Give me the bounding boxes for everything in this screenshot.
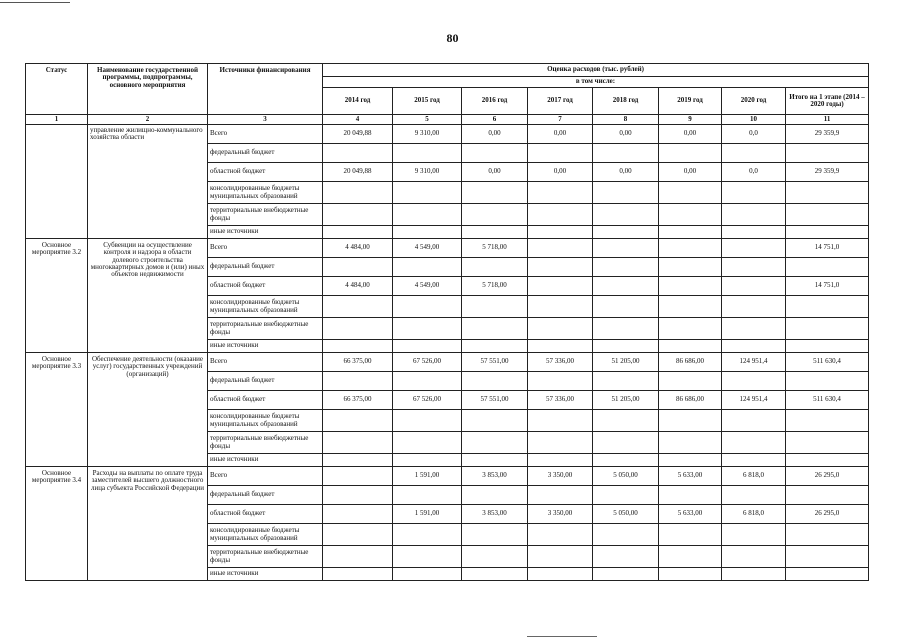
value-cell: 14 751,0	[786, 277, 869, 296]
value-cell	[722, 486, 786, 505]
value-cell: 9 310,00	[393, 163, 462, 182]
value-cell: 4 549,00	[393, 277, 462, 296]
value-cell	[323, 204, 393, 226]
value-cell: 124 951,4	[722, 391, 786, 410]
table-row	[26, 239, 869, 258]
value-cell	[722, 239, 786, 258]
value-cell	[462, 340, 528, 353]
value-cell: 0,00	[659, 125, 722, 144]
table-row	[26, 353, 869, 372]
value-cell	[593, 372, 659, 391]
value-cell	[593, 144, 659, 163]
value-cell	[323, 318, 393, 340]
value-cell	[786, 568, 869, 581]
value-cell: 5 718,00	[462, 277, 528, 296]
value-cell: 4 549,00	[393, 239, 462, 258]
value-cell: 14 751,0	[786, 239, 869, 258]
value-cell	[722, 144, 786, 163]
value-cell	[393, 226, 462, 239]
value-cell	[528, 454, 593, 467]
header-year: 2014 год	[323, 88, 393, 115]
value-cell: 0,00	[528, 163, 593, 182]
column-number: 10	[722, 115, 786, 125]
value-cell: 57 336,00	[528, 391, 593, 410]
value-cell	[528, 432, 593, 454]
value-cell: 67 526,00	[393, 353, 462, 372]
value-cell	[323, 372, 393, 391]
value-cell	[323, 486, 393, 505]
value-cell: 86 686,00	[659, 391, 722, 410]
value-cell	[462, 546, 528, 568]
value-cell	[593, 524, 659, 546]
column-number: 5	[393, 115, 462, 125]
funding-source-cell: федеральный бюджет	[208, 258, 323, 277]
value-cell	[786, 524, 869, 546]
value-cell	[593, 340, 659, 353]
column-number: 3	[208, 115, 323, 125]
value-cell	[462, 568, 528, 581]
value-cell	[593, 239, 659, 258]
value-cell	[722, 454, 786, 467]
value-cell	[528, 182, 593, 204]
value-cell	[659, 318, 722, 340]
program-name-cell: Обеспечение деятельности (оказание услуг) государственных учреждений (организаций)	[88, 353, 208, 467]
value-cell: 0,00	[659, 163, 722, 182]
funding-source-cell: Всего	[208, 353, 323, 372]
value-cell	[528, 226, 593, 239]
value-cell	[323, 432, 393, 454]
value-cell	[323, 505, 393, 524]
value-cell	[393, 296, 462, 318]
value-cell	[722, 226, 786, 239]
value-cell	[462, 486, 528, 505]
value-cell	[659, 432, 722, 454]
header-year: 2019 год	[659, 88, 722, 115]
value-cell	[659, 568, 722, 581]
value-cell	[786, 318, 869, 340]
value-cell	[462, 296, 528, 318]
value-cell	[593, 546, 659, 568]
value-cell	[786, 296, 869, 318]
header-year: 2018 год	[593, 88, 659, 115]
value-cell: 0,00	[462, 125, 528, 144]
value-cell	[659, 204, 722, 226]
value-cell	[323, 467, 393, 486]
value-cell	[528, 277, 593, 296]
header-estimate: Оценка расходов (тыс. рублей)	[323, 64, 869, 77]
value-cell	[528, 546, 593, 568]
value-cell	[462, 204, 528, 226]
value-cell	[593, 318, 659, 340]
page-number: 80	[446, 31, 459, 45]
value-cell	[462, 226, 528, 239]
value-cell: 57 551,00	[462, 353, 528, 372]
value-cell: 1 591,00	[393, 505, 462, 524]
value-cell	[659, 226, 722, 239]
value-cell	[528, 258, 593, 277]
funding-source-cell: территориальные внебюджетные фонды	[208, 318, 323, 340]
value-cell: 5 718,00	[462, 239, 528, 258]
value-cell: 57 551,00	[462, 391, 528, 410]
value-cell	[722, 258, 786, 277]
value-cell	[323, 182, 393, 204]
value-cell: 3 350,00	[528, 467, 593, 486]
value-cell	[393, 454, 462, 467]
value-cell: 3 853,00	[462, 505, 528, 524]
value-cell	[393, 340, 462, 353]
value-cell	[593, 296, 659, 318]
column-number: 7	[528, 115, 593, 125]
value-cell	[393, 546, 462, 568]
value-cell	[528, 318, 593, 340]
value-cell	[323, 568, 393, 581]
funding-source-cell: иные источники	[208, 568, 323, 581]
value-cell	[593, 454, 659, 467]
value-cell	[593, 226, 659, 239]
value-cell: 67 526,00	[393, 391, 462, 410]
funding-source-cell: Всего	[208, 125, 323, 144]
value-cell	[722, 372, 786, 391]
value-cell	[528, 524, 593, 546]
value-cell	[786, 486, 869, 505]
funding-source-cell: иные источники	[208, 454, 323, 467]
value-cell	[659, 258, 722, 277]
value-cell	[393, 524, 462, 546]
value-cell	[722, 432, 786, 454]
funding-source-cell: областной бюджет	[208, 391, 323, 410]
funding-source-cell: территориальные внебюджетные фонды	[208, 204, 323, 226]
value-cell: 66 375,00	[323, 391, 393, 410]
value-cell	[393, 486, 462, 505]
bottom-rule	[527, 636, 597, 637]
value-cell	[462, 182, 528, 204]
value-cell	[462, 258, 528, 277]
value-cell: 0,00	[593, 163, 659, 182]
value-cell	[528, 372, 593, 391]
value-cell: 5 050,00	[593, 505, 659, 524]
value-cell: 51 205,00	[593, 353, 659, 372]
column-number: 11	[786, 115, 869, 125]
value-cell	[659, 340, 722, 353]
header-year: 2015 год	[393, 88, 462, 115]
value-cell: 5 633,00	[659, 505, 722, 524]
value-cell	[593, 204, 659, 226]
value-cell: 86 686,00	[659, 353, 722, 372]
value-cell: 124 951,4	[722, 353, 786, 372]
value-cell: 26 295,0	[786, 505, 869, 524]
value-cell: 511 630,4	[786, 391, 869, 410]
program-name-cell: Расходы на выплаты по оплате труда заместителей высшего должностного лица субъекта Российской Федерации	[88, 467, 208, 581]
value-cell	[528, 340, 593, 353]
header-year: 2017 год	[528, 88, 593, 115]
value-cell	[528, 410, 593, 432]
value-cell: 511 630,4	[786, 353, 869, 372]
value-cell	[722, 546, 786, 568]
value-cell: 29 359,9	[786, 125, 869, 144]
value-cell	[462, 410, 528, 432]
value-cell	[393, 432, 462, 454]
value-cell: 3 853,00	[462, 467, 528, 486]
value-cell	[462, 372, 528, 391]
funding-source-cell: консолидированные бюджеты муниципальных образований	[208, 296, 323, 318]
value-cell	[593, 258, 659, 277]
value-cell	[786, 410, 869, 432]
column-number: 2	[88, 115, 208, 125]
value-cell: 0,00	[462, 163, 528, 182]
value-cell	[323, 258, 393, 277]
funding-source-cell: областной бюджет	[208, 505, 323, 524]
program-name-cell: Субвенции на осуществление контроля и надзора в области долевого строительства многоквартирных домов и (или) иных объектов недвижимости	[88, 239, 208, 353]
header-total: Итого на 1 этапе (2014 – 2020 годы)	[786, 88, 869, 115]
funding-source-cell: консолидированные бюджеты муниципальных образований	[208, 182, 323, 204]
value-cell	[528, 144, 593, 163]
header-name: Наименование государственной программы, подпрограммы, основного мероприятия	[88, 64, 208, 115]
value-cell	[722, 277, 786, 296]
value-cell	[593, 410, 659, 432]
funding-source-cell: территориальные внебюджетные фонды	[208, 432, 323, 454]
value-cell	[593, 432, 659, 454]
value-cell	[786, 182, 869, 204]
header-year: 2016 год	[462, 88, 528, 115]
funding-source-cell: Всего	[208, 239, 323, 258]
value-cell	[786, 454, 869, 467]
value-cell	[323, 546, 393, 568]
value-cell	[593, 277, 659, 296]
value-cell	[528, 296, 593, 318]
top-rule	[0, 2, 70, 3]
value-cell	[393, 568, 462, 581]
value-cell: 4 484,00	[323, 239, 393, 258]
value-cell	[528, 204, 593, 226]
column-number: 4	[323, 115, 393, 125]
funding-source-cell: областной бюджет	[208, 277, 323, 296]
funding-source-cell: территориальные внебюджетные фонды	[208, 546, 323, 568]
value-cell	[659, 546, 722, 568]
value-cell	[786, 144, 869, 163]
value-cell: 4 484,00	[323, 277, 393, 296]
column-number: 8	[593, 115, 659, 125]
value-cell	[659, 372, 722, 391]
value-cell	[393, 410, 462, 432]
value-cell: 51 205,00	[593, 391, 659, 410]
funding-source-cell: иные источники	[208, 226, 323, 239]
value-cell: 26 295,0	[786, 467, 869, 486]
header-status: Статус	[26, 64, 88, 115]
table-row	[26, 467, 869, 486]
value-cell	[722, 524, 786, 546]
value-cell	[323, 524, 393, 546]
value-cell	[659, 486, 722, 505]
value-cell	[659, 296, 722, 318]
funding-source-cell: иные источники	[208, 340, 323, 353]
value-cell	[323, 454, 393, 467]
value-cell	[593, 486, 659, 505]
value-cell	[722, 296, 786, 318]
column-number: 6	[462, 115, 528, 125]
value-cell	[659, 454, 722, 467]
funding-source-cell: консолидированные бюджеты муниципальных образований	[208, 410, 323, 432]
value-cell	[722, 340, 786, 353]
funding-source-cell: консолидированные бюджеты муниципальных образований	[208, 524, 323, 546]
value-cell	[462, 454, 528, 467]
value-cell	[659, 277, 722, 296]
value-cell	[786, 226, 869, 239]
header-source: Источники финансирования	[208, 64, 323, 115]
value-cell	[722, 568, 786, 581]
value-cell	[722, 410, 786, 432]
value-cell: 0,0	[722, 125, 786, 144]
value-cell	[462, 144, 528, 163]
value-cell	[659, 182, 722, 204]
value-cell: 20 049,88	[323, 125, 393, 144]
column-number: 1	[26, 115, 88, 125]
value-cell: 0,00	[528, 125, 593, 144]
budget-table	[25, 63, 869, 581]
value-cell	[323, 340, 393, 353]
value-cell: 6 818,0	[722, 505, 786, 524]
value-cell	[323, 226, 393, 239]
value-cell	[786, 372, 869, 391]
value-cell	[786, 258, 869, 277]
value-cell	[659, 239, 722, 258]
value-cell	[462, 524, 528, 546]
funding-source-cell: федеральный бюджет	[208, 144, 323, 163]
value-cell: 0,0	[722, 163, 786, 182]
value-cell	[528, 239, 593, 258]
value-cell	[393, 204, 462, 226]
status-cell: Основное мероприятие 3.4	[26, 467, 88, 581]
value-cell	[593, 182, 659, 204]
value-cell	[659, 144, 722, 163]
funding-source-cell: Всего	[208, 467, 323, 486]
value-cell	[462, 432, 528, 454]
value-cell	[786, 340, 869, 353]
value-cell: 5 633,00	[659, 467, 722, 486]
funding-source-cell: федеральный бюджет	[208, 372, 323, 391]
value-cell	[393, 144, 462, 163]
funding-source-cell: областной бюджет	[208, 163, 323, 182]
value-cell	[323, 144, 393, 163]
value-cell: 6 818,0	[722, 467, 786, 486]
value-cell	[786, 546, 869, 568]
value-cell	[786, 432, 869, 454]
status-cell: Основное мероприятие 3.2	[26, 239, 88, 353]
value-cell	[722, 204, 786, 226]
header-year: 2020 год	[722, 88, 786, 115]
value-cell: 20 049,88	[323, 163, 393, 182]
value-cell	[323, 296, 393, 318]
value-cell: 3 350,00	[528, 505, 593, 524]
value-cell	[593, 568, 659, 581]
header-including: в том числе:	[323, 77, 869, 88]
value-cell: 29 359,9	[786, 163, 869, 182]
status-cell: Основное мероприятие 3.3	[26, 353, 88, 467]
value-cell	[393, 182, 462, 204]
value-cell: 5 050,00	[593, 467, 659, 486]
funding-source-cell: федеральный бюджет	[208, 486, 323, 505]
value-cell	[393, 318, 462, 340]
table-row	[26, 125, 869, 144]
status-cell	[26, 125, 88, 239]
value-cell	[722, 318, 786, 340]
value-cell	[462, 318, 528, 340]
value-cell: 0,00	[593, 125, 659, 144]
value-cell	[659, 524, 722, 546]
value-cell	[528, 568, 593, 581]
value-cell	[393, 372, 462, 391]
program-name-cell: управление жилищно-коммунального хозяйства области	[88, 125, 208, 239]
value-cell	[659, 410, 722, 432]
value-cell	[528, 486, 593, 505]
value-cell	[393, 258, 462, 277]
value-cell	[323, 410, 393, 432]
value-cell	[786, 204, 869, 226]
value-cell: 66 375,00	[323, 353, 393, 372]
value-cell: 9 310,00	[393, 125, 462, 144]
column-number: 9	[659, 115, 722, 125]
value-cell	[722, 182, 786, 204]
value-cell: 57 336,00	[528, 353, 593, 372]
value-cell: 1 591,00	[393, 467, 462, 486]
